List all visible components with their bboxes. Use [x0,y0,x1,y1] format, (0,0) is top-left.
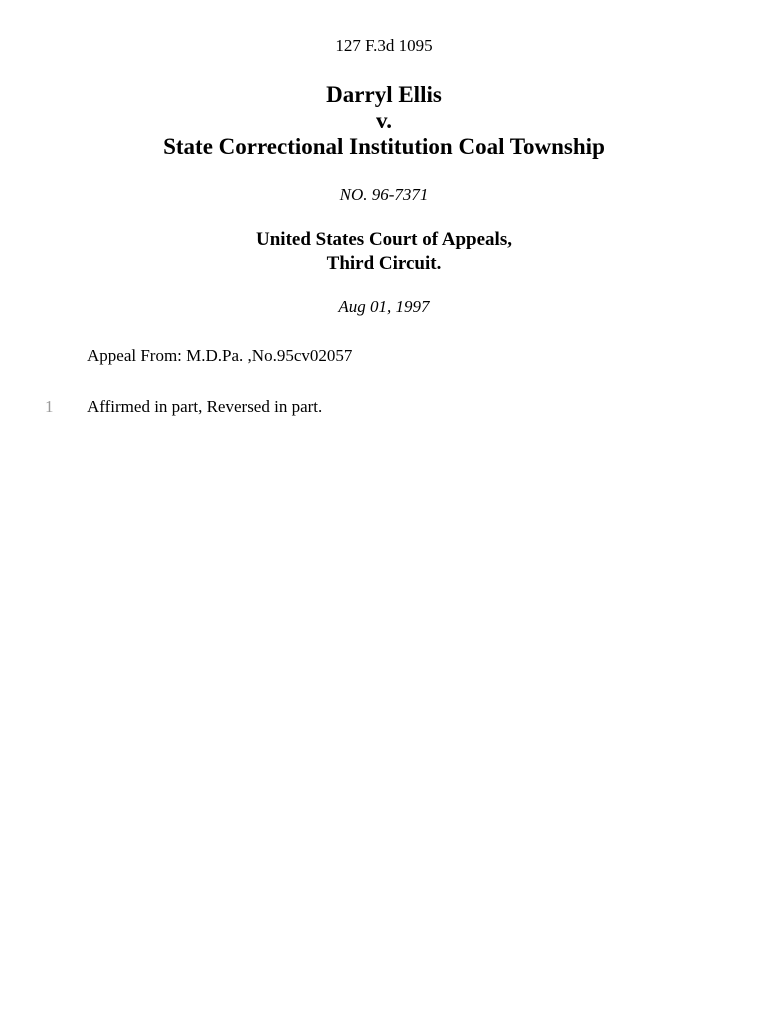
paragraph [0,397,768,419]
paragraph-number: 1 [45,397,54,416]
decision-date: Aug 01, 1997 [338,297,430,316]
court-name [0,228,768,276]
case-caption [0,82,768,160]
case-citation: 127 F.3d 1095 [335,36,433,55]
court-name-line-1: United States Court of Appeals, [256,229,512,250]
court-name-line-2: Third Circuit. [326,253,442,274]
defendant-name: State Correctional Institution Coal Township [163,134,605,159]
paragraph-text: Affirmed in part, Reversed in part. [87,397,323,416]
docket-number: NO. 96-7371 [339,185,429,204]
plaintiff-name: Darryl Ellis [326,82,442,107]
versus-label: v. [376,108,392,133]
appeal-from: Appeal From: M.D.Pa. ,No.95cv02057 [87,346,353,365]
